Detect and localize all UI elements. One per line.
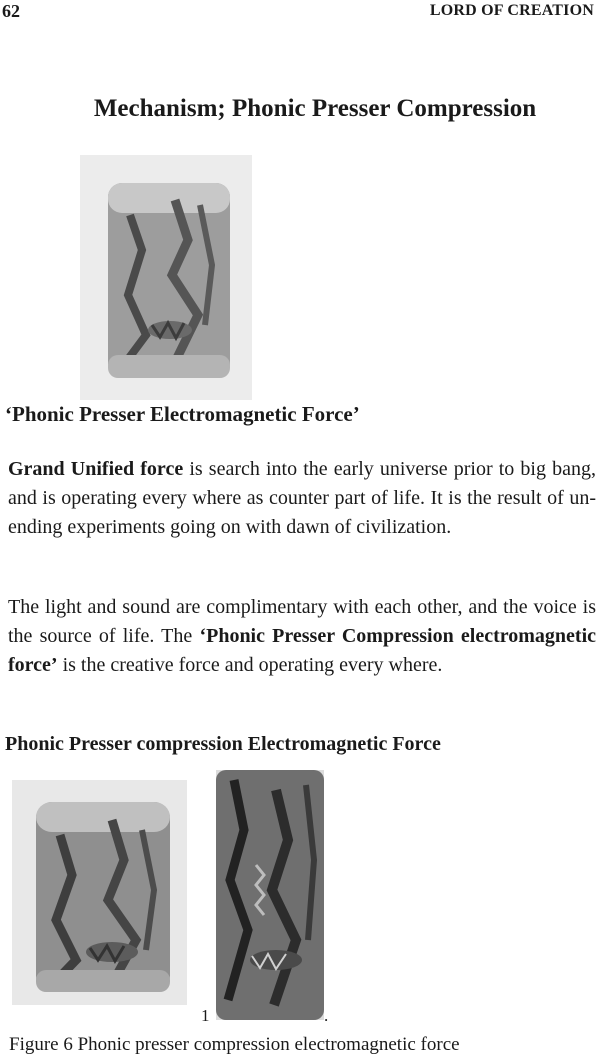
figure-heading: Phonic Presser compression Electromagnetic Force	[5, 733, 441, 755]
paragraph-grand-unified	[8, 455, 596, 542]
paragraph-part2: is the creative force and operating every where.	[57, 654, 443, 676]
figure-caption: Figure 6 Phonic presser compression electromagnetic force	[9, 1034, 460, 1055]
page-number: 62	[2, 1, 20, 21]
figure-dot: .	[324, 1006, 329, 1025]
cylinder-seal-image-left	[12, 780, 187, 1005]
paragraph-lead: Grand Unified force	[8, 458, 184, 480]
cylinder-seal-image	[80, 155, 252, 400]
section-title: Mechanism; Phonic Presser Compression	[93, 95, 537, 122]
cylinder-seal-image-right	[216, 770, 324, 1020]
subheading-quote: ‘Phonic Presser Electromagnetic Force’	[5, 402, 360, 426]
paragraph-body: is search into the early universe prior to big bang, and is operating every where as counter part of life. It is the result of un-ending experiments going on with dawn of civilization.	[8, 458, 596, 538]
running-title: LORD OF CREATION	[429, 2, 594, 19]
figure-number: 1	[201, 1006, 210, 1025]
paragraph-bold-term: ‘Phonic Presser Compression electromagnetic force’	[8, 625, 596, 676]
paragraph-light-sound	[8, 593, 596, 680]
paragraph-part1: The light and sound are complimentary with each other, and the voice is the source of life. The	[8, 596, 596, 647]
